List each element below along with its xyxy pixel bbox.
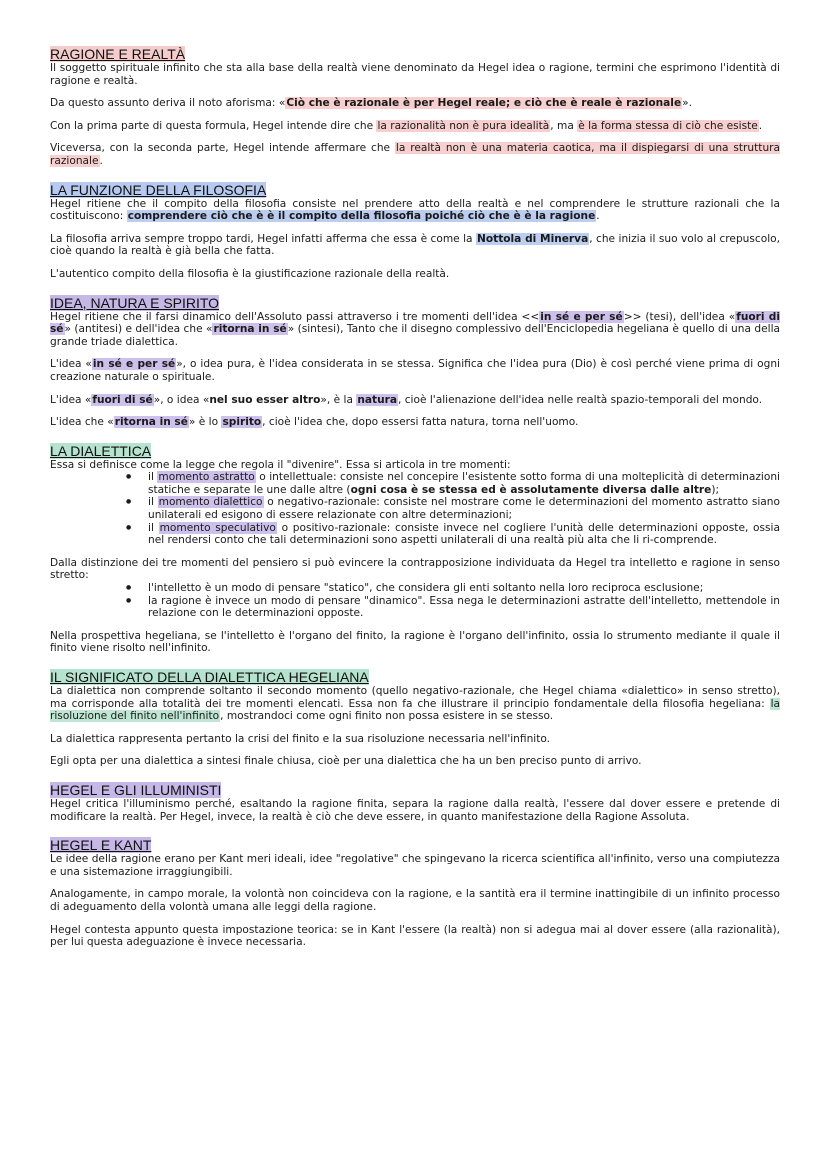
paragraph: Da questo assunto deriva il noto aforisma: «Ciò che è razionale è per Hegel reale; e ciò che è reale è razionale». [50, 97, 692, 110]
paragraph: Le idee della ragione erano per Kant meri ideali, idee "regolative" che spingevano la ricerca scientifica all'infinito, verso una compiutezza e una sistemazione irraggiungibili. [50, 853, 780, 878]
list-item: ● il momento dialettico o negativo-razionale: consiste nel mostrare come le determinazioni del momento astratto siano unilaterali ed esigono di essere relazionate con altre determinazioni; [148, 496, 780, 521]
bullet-list [50, 471, 780, 547]
section-hegel-illuministi [50, 782, 780, 823]
highlight: la razionalità non è pura idealità [377, 119, 550, 132]
paragraph: Nella prospettiva hegeliana, se l'intelletto è l'organo del finito, la ragione è l'organo dell'infinito, ossia lo strumento mediante il quale il finito viene risolto nell'infinito. [50, 629, 780, 655]
section-idea-natura-spirito [50, 295, 780, 429]
list-item: ● il momento speculativo o positivo-razionale: consiste invece nel cogliere l'unità delle determinazioni opposte, ossia nel rendersi conto che tali determinazioni sono aspetti unilaterali di una realtà più alta che li ri-comprende. [148, 522, 780, 547]
paragraph: L'idea «fuori di sé», o idea «nel suo esser altro», è la natura, cioè l'alienazione dell'idea nelle realtà spazio-temporali del mondo. [50, 393, 763, 406]
section-significato-dialettica [50, 669, 780, 768]
highlight: la risoluzione del finito nell'infinito [50, 697, 780, 723]
list-item: ● l'intelletto è un modo di pensare "statico", che considera gli enti soltanto nella loro reciproca esclusione; [148, 582, 780, 595]
paragraph: La dialettica rappresenta pertanto la crisi del finito e la sua risoluzione necessaria nell'infinito. [50, 732, 551, 745]
paragraph: Hegel critica l'illuminismo perché, esaltando la ragione finita, separa la ragione dalla realtà, l'essere dal dover essere e pretende di modificare la realtà. Per Hegel, invece, la realtà è ciò che deve essere, in quanto manifestazione della Ragione Assoluta. [50, 797, 780, 823]
list-item: ● la ragione è invece un modo di pensare "dinamico". Essa nega le determinazioni astratte dell'intelletto, mettendole in relazione con le determinazioni opposte. [148, 595, 780, 620]
bullet-list [50, 582, 780, 620]
section-title: IDEA, NATURA E SPIRITO [50, 294, 220, 311]
paragraph: Essa si definisce come la legge che regola il "divenire". Essa si articola in tre momenti: [50, 458, 511, 471]
section-dialettica [50, 443, 780, 655]
section-title: HEGEL E GLI ILLUMINISTI [50, 781, 222, 798]
section-hegel-kant [50, 837, 780, 949]
highlight: la realtà non è una materia caotica, ma il dispiegarsi di una struttura razionale [50, 142, 780, 167]
paragraph: Hegel ritiene che il farsi dinamico dell'Assoluto passi attraverso i tre momenti dell'idea <<in sé e per sé>> (tesi), dell'idea «fuori di sé» (antitesi) e dell'idea che «ritorna in sé» (sintesi), Tanto che il disegno complessivo dell'Enciclopedia hegeliana è quello di una della grande triade dialettica. [50, 310, 781, 348]
highlight: è la forma stessa di ciò che esiste [578, 119, 758, 132]
paragraph: L'idea che «ritorna in sé» è lo spirito, cioè l'idea che, dopo essersi fatta natura, torna nell'uomo. [50, 416, 579, 429]
paragraph: Il soggetto spirituale infinito che sta alla base della realtà viene denominato da Hegel idea o ragione, termini che esprimono l'identità di ragione e realtà. [50, 62, 780, 87]
section-title: RAGIONE E REALTÀ [50, 46, 186, 62]
paragraph: L'autentico compito della filosofia è la giustificazione razionale della realtà. [50, 267, 450, 280]
paragraph: Hegel contesta appunto questa impostazione teorica: se in Kant l'essere (la realtà) non si adegua mai al dover essere (alla razionalità), per lui questa adeguazione è invece necessaria. [50, 923, 780, 949]
section-funzione-filosofia [50, 182, 780, 281]
paragraph: Viceversa, con la seconda parte, Hegel intende affermare che la realtà non è una materia caotica, ma il dispiegarsi di una struttura razionale. [50, 142, 780, 167]
list-item: ● il momento astratto o intellettuale: consiste nel concepire l'esistente sotto forma di una molteplicità di determinazioni statiche e separate le une dalle altre (ogni cosa è se stessa ed è assolutamente diversa dalle altre); [148, 471, 780, 496]
paragraph: Analogamente, in campo morale, la volontà non coincideva con la ragione, e la santità era il termine inattingibile di un infinito processo di adeguamento della volontà umana alle leggi della ragione. [50, 888, 780, 913]
section-ragione-realta [50, 46, 780, 168]
paragraph: Con la prima parte di questa formula, Hegel intende dire che la razionalità non è pura idealità, ma è la forma stessa di ciò che esiste. [50, 119, 763, 132]
paragraph: La filosofia arriva sempre troppo tardi, Hegel infatti afferma che essa è come la Nottola di Minerva, che inizia il suo volo al crepuscolo, cioè quando la realtà è già bella che fatta. [50, 232, 780, 258]
section-title: LA DIALETTICA [50, 442, 152, 459]
paragraph: Dalla distinzione dei tre momenti del pensiero si può evincere la contrapposizione individuata da Hegel tra intelletto e ragione in senso stretto: [50, 556, 780, 582]
section-title: HEGEL E KANT [50, 837, 152, 854]
paragraph: Hegel ritiene che il compito della filosofia consiste nel prendere atto della realtà e nel comprendere le strutture razionali che la costituiscono: comprendere ciò che è è il compito della filosofia poiché ciò che è è la ragione. [50, 197, 780, 223]
paragraph: L'idea «in sé e per sé», o idea pura, è l'idea considerata in se stessa. Significa che l'idea pura (Dio) è così perché viene prima di ogni creazione naturale o spirituale. [50, 358, 781, 383]
section-title: LA FUNZIONE DELLA FILOSOFIA [50, 181, 267, 198]
paragraph: Egli opta per una dialettica a sintesi finale chiusa, cioè per una dialettica che ha un ben preciso punto di arrivo. [50, 755, 642, 768]
paragraph: La dialettica non comprende soltanto il secondo momento (quello negativo-razionale, che Hegel chiama «dialettico» in senso stretto), ma corrisponde alla totalità dei tre momenti elencati. Essa non fa che illustrare il principio fondamentale della filosofia hegeliana: la risoluzione del finito nell'infinito, mostrandoci come ogni finito non possa esistere in se stesso. [50, 685, 780, 723]
section-title: IL SIGNIFICATO DELLA DIALETTICA HEGELIANA [50, 669, 369, 685]
